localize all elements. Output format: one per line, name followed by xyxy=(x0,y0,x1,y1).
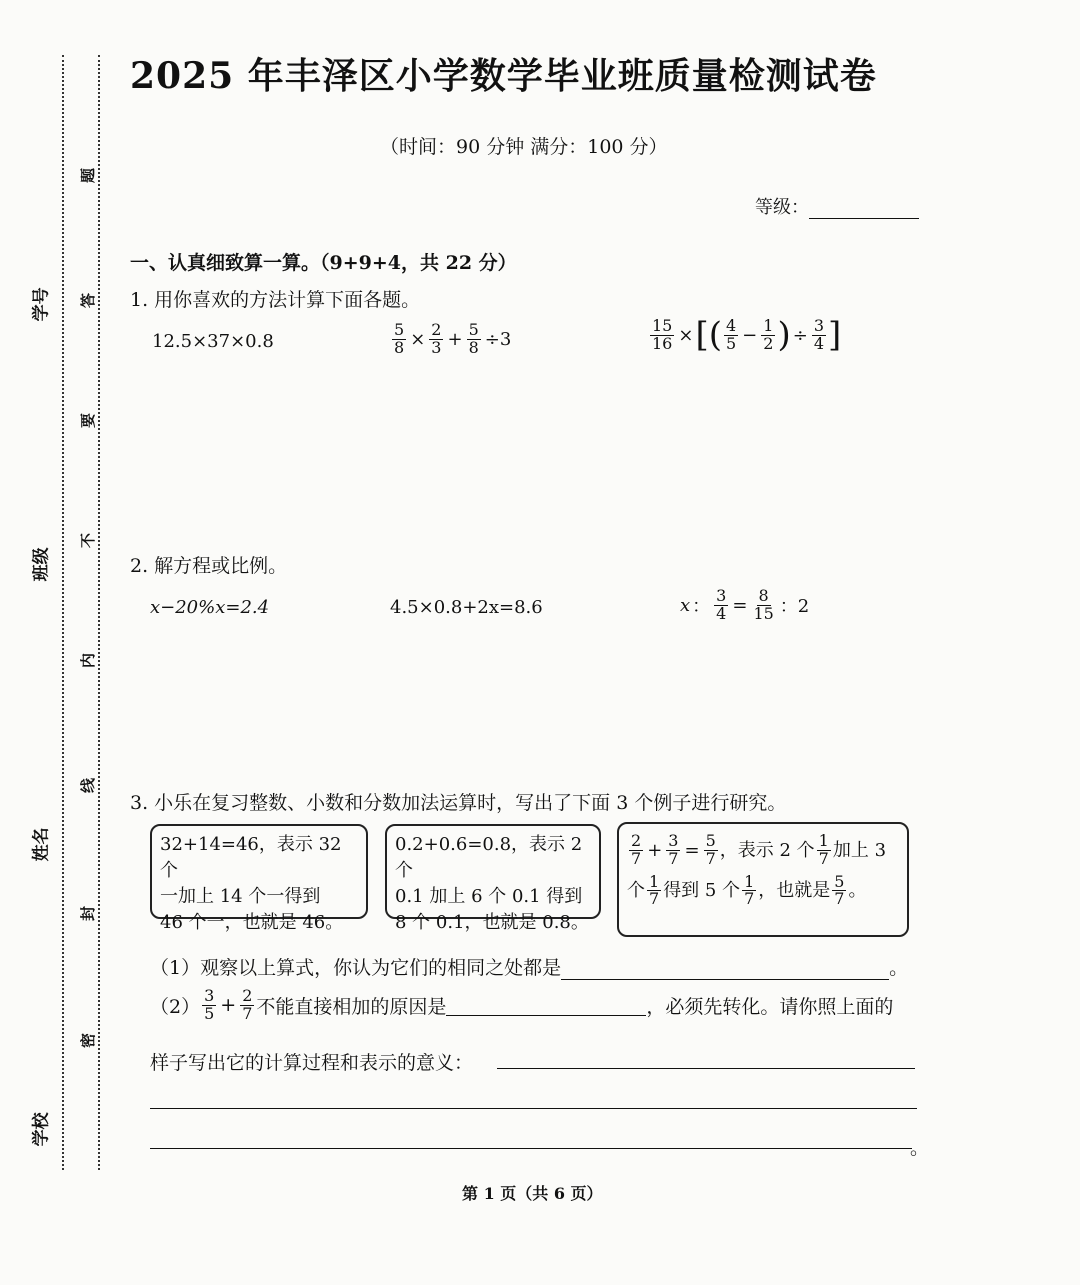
sub-question-2-line2-text: 样子写出它的计算过程和表示的意义： xyxy=(150,1052,474,1074)
box-text: 个 xyxy=(627,880,645,902)
seal-char: 题 xyxy=(79,167,98,184)
grade-field xyxy=(755,193,919,219)
box-line: 46 个一，也就是 46。 xyxy=(160,912,344,934)
box-text: 得到 5 个 xyxy=(663,880,741,902)
seal-char: 密 xyxy=(79,1032,98,1049)
box-line: 8 个 0.1，也就是 0.8。 xyxy=(395,912,589,934)
fraction: $\frac{4}{5}$ xyxy=(725,316,737,353)
sub-question-2-line2 xyxy=(150,1048,473,1075)
seal-char: 封 xyxy=(79,905,98,922)
example-box-decimal xyxy=(385,824,601,934)
box-text: 加上 3 xyxy=(832,839,887,861)
fraction: $\frac{1}{7}$ xyxy=(818,831,829,868)
answer-line[interactable] xyxy=(150,1108,917,1109)
fraction: $\frac{1}{7}$ xyxy=(649,871,660,909)
grade-blank[interactable] xyxy=(809,200,919,219)
box-line xyxy=(627,871,867,909)
box-text: 。 xyxy=(848,880,867,902)
fraction: $\frac{3}{7}$ xyxy=(668,831,679,868)
fraction: $\frac{2}{3}$ xyxy=(431,320,442,357)
answer-end-mark: 。 xyxy=(910,1137,930,1159)
seal-char: 不 xyxy=(79,532,98,549)
example-box-fraction xyxy=(617,822,909,937)
fraction: $\frac{5}{8}$ xyxy=(394,320,405,357)
seal-char: 内 xyxy=(79,652,98,669)
fraction: $\frac{5}{8}$ xyxy=(468,320,479,357)
grade-label: 等级： xyxy=(755,197,809,218)
name-label: 姓名 xyxy=(31,827,52,862)
q2-equation-a: x−20%x=2.4 xyxy=(150,597,270,618)
answer-line[interactable] xyxy=(497,1068,915,1069)
sub-question-2-prefix: （2） xyxy=(150,995,201,1018)
q2-equation-b: 4.5×0.8+2x=8.6 xyxy=(390,597,543,618)
answer-blank[interactable] xyxy=(561,959,889,980)
fraction: $\frac{3}{4}$ xyxy=(813,316,824,353)
fraction: $\frac{1}{2}$ xyxy=(763,316,774,353)
example-box-integer xyxy=(150,824,368,934)
box-line: 0.1 加上 6 个 0.1 得到 xyxy=(395,886,583,908)
box-line: 32+14=46，表示 32 个 xyxy=(160,834,342,882)
exam-subtitle: （时间：90 分钟 满分：100 分） xyxy=(380,136,668,158)
box-text: ，也就是 xyxy=(758,880,831,902)
binding-line-outer xyxy=(62,55,64,1170)
fraction: $\frac{3}{5}$ xyxy=(204,986,215,1023)
seal-char: 答 xyxy=(79,292,98,309)
sub-question-1-text: （1）观察以上算式，你认为它们的相同之处都是 xyxy=(150,957,562,979)
fraction: $\frac{3}{4}$ xyxy=(716,586,727,623)
fraction: $\frac{15}{16}$ xyxy=(652,316,673,353)
fraction: $\frac{5}{7}$ xyxy=(705,831,716,868)
page-number: 第 1 页（共 6 页） xyxy=(462,1184,603,1203)
box-line: $\frac{2}{7}$ + $\frac{3}{7}$ = $\frac{5}{7}$ ，表示 2 个 $\frac{1}{7}$ 加上 3 xyxy=(631,831,887,868)
box-line: 0.2+0.6=0.8，表示 2 个 xyxy=(395,834,583,882)
section-header: 一、认真细致算一算。（9+9+4，共 22 分） xyxy=(130,252,517,274)
q2-proportion: x ： $\frac{3}{4}$ = $\frac{8}{15}$ ：2 xyxy=(680,586,810,623)
question-2-title: 2. 解方程或比例。 xyxy=(130,555,288,577)
q1-expression-a: 12.5×37×0.8 xyxy=(152,331,274,352)
sub-question-2: （2） $\frac{3}{5}$ + $\frac{2}{7}$ 不能直接相加的原因是 ，必须先转化。请你照上面的 xyxy=(150,986,894,1023)
exam-title: 2025 年丰泽区小学数学毕业班质量检测试卷 xyxy=(130,55,877,97)
q1-expression-b: $\frac{5}{8}$ × $\frac{2}{3}$ + $\frac{5}{8}$ ÷3 xyxy=(394,320,512,357)
sub-question-1-end: 。 xyxy=(889,957,909,979)
fraction: $\frac{8}{15}$ xyxy=(753,586,774,623)
sub-question-1 xyxy=(150,953,908,980)
school-label: 学校 xyxy=(31,1112,52,1147)
seal-char: 线 xyxy=(79,777,98,794)
seal-char: 要 xyxy=(79,412,98,429)
sub-question-2-text-end: ，必须先转化。请你照上面的 xyxy=(646,995,894,1018)
student-id-label: 学号 xyxy=(31,287,52,322)
question-3-title: 3. 小乐在复习整数、小数和分数加法运算时，写出了下面 3 个例子进行研究。 xyxy=(130,792,787,814)
q1-expression-c: $\frac{15}{16}$ × [ ( $\frac{4}{5}$ − $\frac{1}{2}$ ) ÷ $\frac{3}{4}$ ] xyxy=(652,315,842,356)
class-label: 班级 xyxy=(31,547,52,582)
fraction: $\frac{2}{7}$ xyxy=(631,831,642,868)
fraction: $\frac{5}{7}$ xyxy=(834,871,845,909)
box-line: 一加上 14 个一得到 xyxy=(160,886,321,908)
fraction: $\frac{1}{7}$ xyxy=(744,871,755,909)
binding-line-inner xyxy=(98,55,100,1170)
sub-question-2-text: 不能直接相加的原因是 xyxy=(256,995,447,1018)
question-1-title: 1. 用你喜欢的方法计算下面各题。 xyxy=(130,289,421,311)
box-text: ，表示 2 个 xyxy=(719,839,815,861)
answer-blank[interactable] xyxy=(446,995,646,1016)
fraction: $\frac{2}{7}$ xyxy=(242,986,253,1023)
answer-line[interactable] xyxy=(150,1148,912,1149)
